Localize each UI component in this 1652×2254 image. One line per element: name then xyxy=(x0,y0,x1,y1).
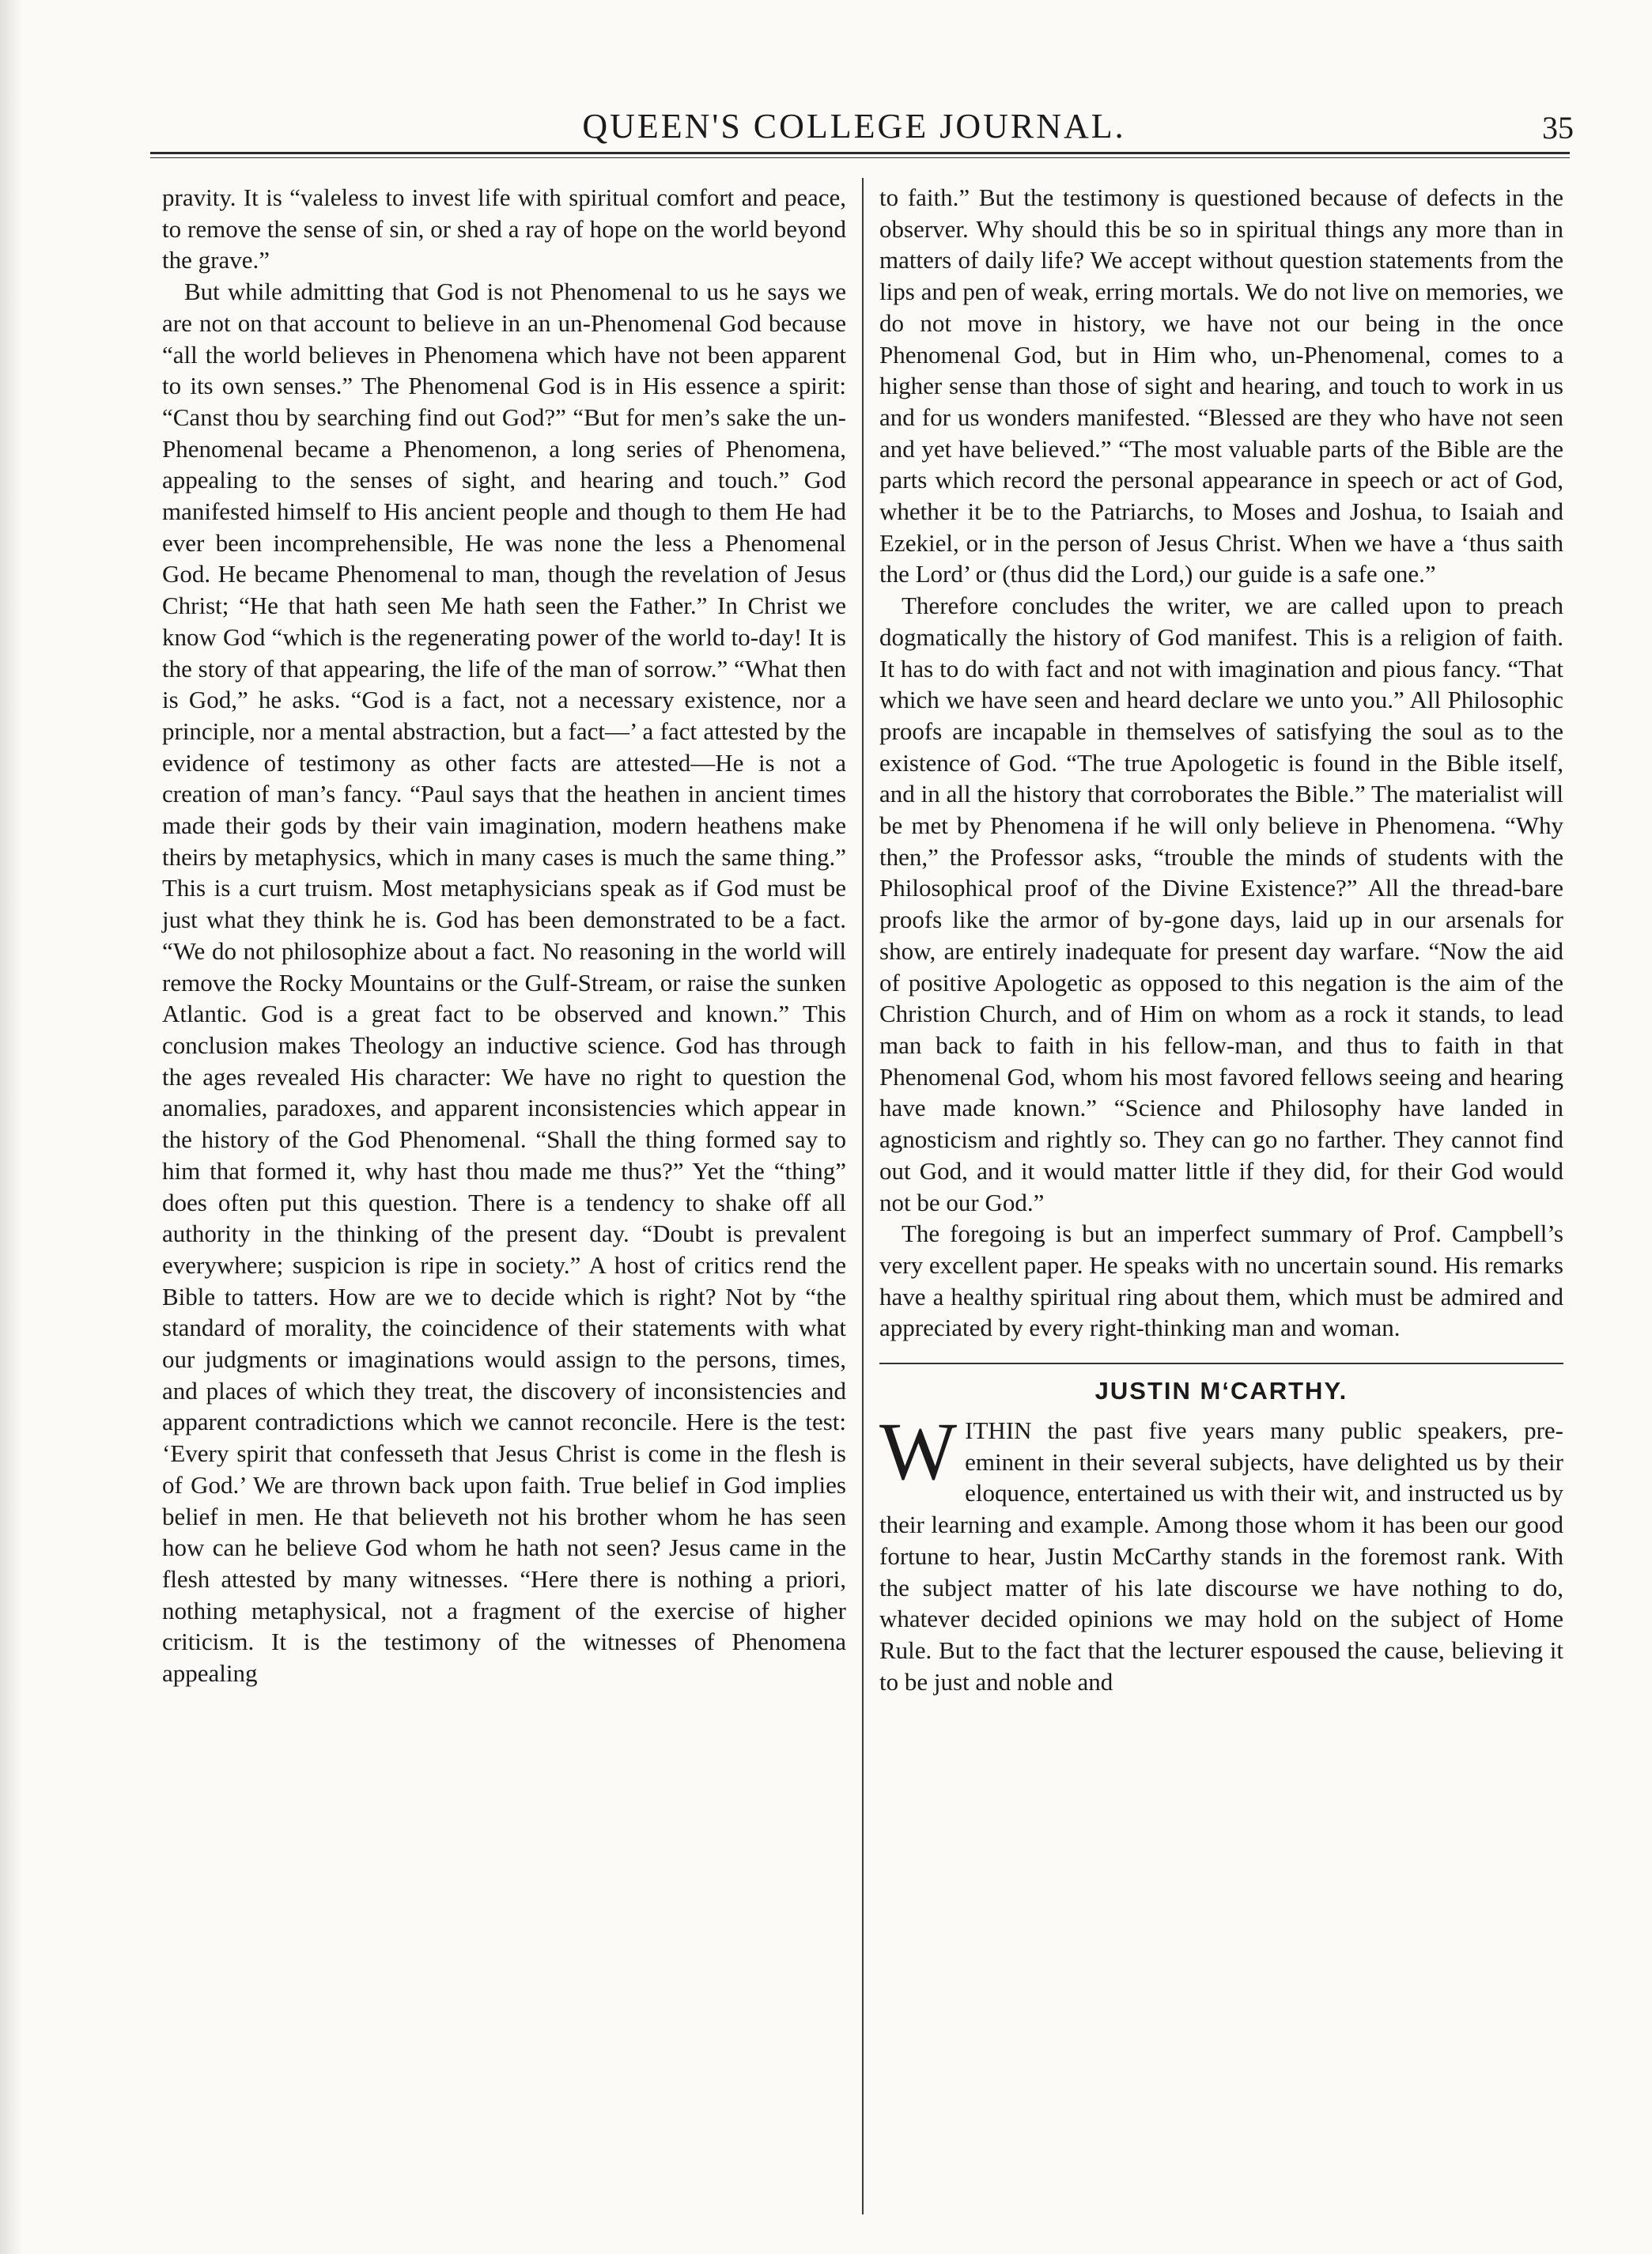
header-rule-thin xyxy=(150,157,1570,158)
right-column xyxy=(879,182,1563,1697)
left-paragraph: pravity. It is “valeless to invest life with spiritual comfort and peace, to remove the sense of sin, or shed a ray of hope on the world beyond the grave.” xyxy=(162,183,846,274)
right-paragraph: to faith.” But the testimony is questioned because of defects in the observer. Why should this be so in spiritual things any more than in matters of daily life? We accept without question statements from the lips and pen of weak, erring mortals. We do not live on memories, we do not move in history, we have not our being in the once Phenomenal God, but in Him who, un-Phenomenal, comes to a higher sense than those of sight and hearing, and touch to work in us and for us wonders manifested. “Blessed are they who have not seen and yet have believed.” “The most valuable parts of the Bible are the parts which record the personal appearance in speech or act of God, whether it be to the Patriarchs, to Moses and Joshua, to Isaiah and Ezekiel, or in the person of Jesus Christ. When we have a ‘thus saith the Lord’ or (thus did the Lord,) our guide is a safe one.” xyxy=(879,183,1563,588)
page-number: 35 xyxy=(1542,110,1574,146)
left-paragraph: But while admitting that God is not Phenomenal to us he says we are not on that account to believe in an un-Phenomenal God because “all the world believes in Phenomena which have not been apparent to its own senses.” The Phenomenal God is in His essence a spirit: “Canst thou by searching find out God?” “But for men’s sake the un-Phenomenal became a Phenomenon, a long series of Phenomena, appealing to the senses of sight, and hearing and touch.” God manifested himself to His ancient people and though to them He had ever been incomprehensible, He was none the less a Phenomenal God. He became Phenomenal to man, though the revelation of Jesus Christ; “He that hath seen Me hath seen the Father.” In Christ we know God “which is the regenerating power of the world to-day! It is the story of that appearing, the life of the man of sorrow.” “What then is God,” he asks. “God is a fact, not a necessary existence, nor a principle, nor a mental abstraction, but a fact—’ a fact attested by the evidence of testimony as other facts are attested—He is not a creation of man’s fancy. “Paul says that the heathen in ancient times made their gods by their vain imagination, modern heathens make theirs by metaphysics, which in many cases is much the same thing.” This is a curt truism. Most metaphysicians speak as if God must be just what they think he is. God has been demonstrated to be a fact. “We do not philosophize about a fact. No reasoning in the world will remove the Rocky Mountains or the Gulf-Stream, or raise the sunken Atlantic. God is a great fact to be observed and known.” This conclusion makes Theology an inductive science. God has through the ages revealed His character: We have no right to question the anomalies, paradoxes, and apparent inconsistencies which appear in the history of the God Phenomenal. “Shall the thing formed say to him that formed it, why hast thou made me thus?” Yet the “thing” does often put this question. There is a tendency to shake off all authority in the thinking of the present day. “Doubt is prevalent everywhere; suspicion is ripe in society.” A host of critics rend the Bible to tatters. How are we to decide which is right? Not by “the standard of morality, the coincidence of their statements with what our judgments or imaginations would assign to the persons, times, and places of which they treat, the discovery of inconsistencies and apparent contradictions which we cannot reconcile. Here is the test: ‘Every spirit that confesseth that Jesus Christ is come in the flesh is of God.’ We are thrown back upon faith. True belief in God implies belief in men. He that believeth not his brother whom he has seen how can he believe God whom he hath not seen? Jesus came in the flesh attested by many witnesses. “Here there is nothing a priori, nothing metaphysical, not a fragment of the exercise of higher criticism. It is the testimony of the witnesses of Phenomena appealing xyxy=(162,278,846,1688)
section-title: JUSTIN M‘CARTHY. xyxy=(1094,1377,1348,1405)
left-column xyxy=(162,182,846,1689)
section-divider xyxy=(879,1363,1563,1364)
section-text: ITHIN the past five years many public speakers, pre-eminent in their several subjects, have delighted us by their eloquence, entertained us with their wit, and instructed us by their learning and example. Among those whom it has been our good fortune to hear, Justin McCarthy stands in the foremost rank. With the subject matter of his late discourse we have nothing to do, whatever decided opinions we may hold on the subject of Home Rule. But to the fact that the lecturer espoused the cause, believing it to be just and noble and xyxy=(879,1416,1563,1696)
page-edge-shadow xyxy=(0,0,22,2254)
right-paragraph: The foregoing is but an imperfect summary of Prof. Campbell’s very excellent paper. He speaks with no uncertain sound. His remarks have a healthy spiritual ring about them, which must be admired and appreciated by every right-thinking man and woman. xyxy=(879,1220,1563,1342)
page-header xyxy=(142,103,1574,158)
section-paragraph xyxy=(879,1406,1563,1697)
header-rule-thick xyxy=(150,152,1570,154)
journal-title: QUEEN'S COLLEGE JOURNAL. xyxy=(582,107,1126,146)
column-divider xyxy=(862,178,864,2214)
right-paragraph: Therefore concludes the writer, we are called upon to preach dogmatically the history of God manifest. This is a religion of faith. It has to do with fact and not with imagination and pious fancy. “That which we have seen and heard declare we unto you.” All Philosophic proofs are incapable in themselves of satisfying the soul as to the existence of God. “The true Apologetic is found in the Bible itself, and in all the history that corroborates the Bible.” The materialist will be met by Phenomena if he will only believe in Phenomena. “Why then,” the Professor asks, “trouble the minds of students with the Philosophical proof of the Divine Existence?” All the thread-bare proofs like the armor of by-gone days, laid up in our arsenals for show, are entirely inadequate for present day warfare. “Now the aid of positive Apologetic as opposed to this negation is the aim of the Christion Church, and of Him on whom as a rock it stands, to lead man back to faith in his fellow-man, and thus to faith in that Phenomenal God, whom his most favored fellows seeing and hearing have made known.” “Science and Philosophy have landed in agnosticism and rightly so. They can go no farther. They cannot find out God, and it would matter little if they did, for their God would not be our God.” xyxy=(879,592,1563,1216)
drop-cap: W xyxy=(879,1406,958,1498)
